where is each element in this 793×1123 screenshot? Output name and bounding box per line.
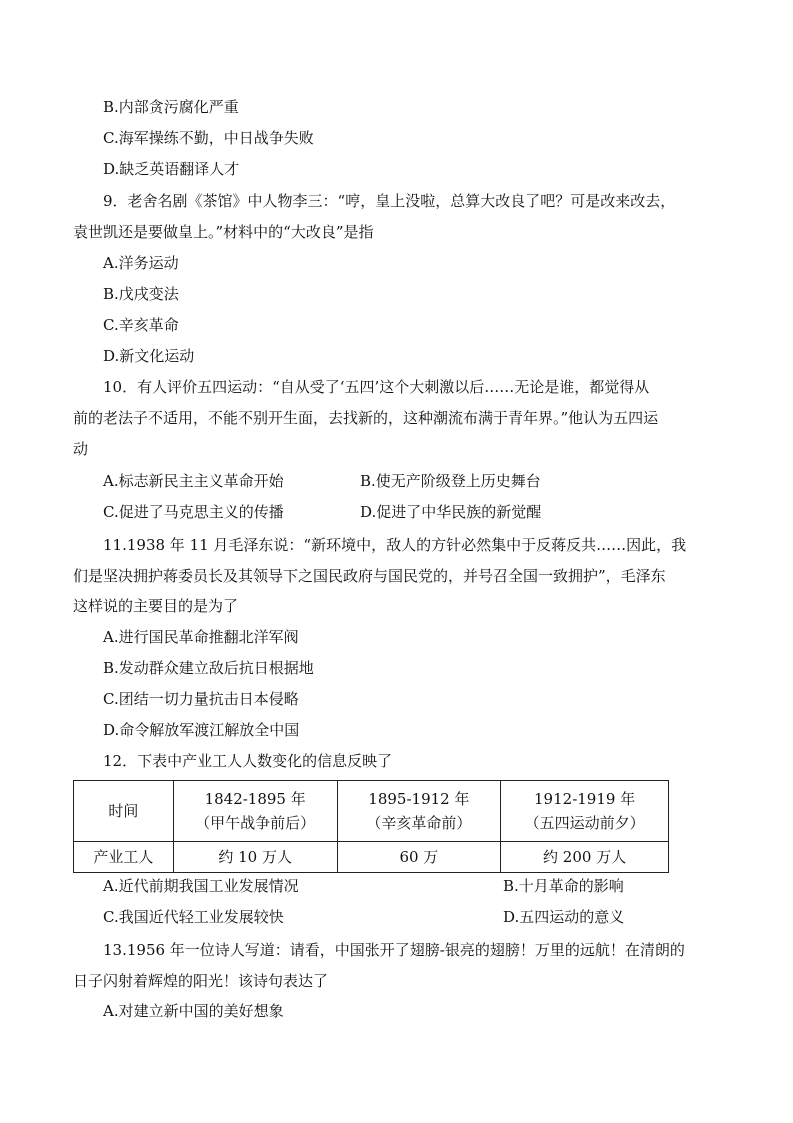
table-value-cell: 约 10 万人 xyxy=(173,842,337,873)
q11-stem-line3: 这样说的主要目的是为了 xyxy=(73,597,239,615)
table-row xyxy=(74,781,669,842)
table-row xyxy=(74,842,669,873)
q12-option-d: D.五四运动的意义 xyxy=(503,908,625,926)
q11-option-a: A.进行国民革命推翻北洋军阀 xyxy=(103,628,299,646)
q9-option-b: B.戊戌变法 xyxy=(103,285,179,303)
period-note: （辛亥革命前） xyxy=(366,814,472,832)
table-value-cell: 60 万 xyxy=(337,842,501,873)
q10-option-c: C.促进了马克思主义的传播 xyxy=(103,503,284,521)
period-years: 1912-1919 年 xyxy=(534,790,636,808)
q12-stem: 12．下表中产业工人人数变化的信息反映了 xyxy=(103,752,393,770)
q12-option-a: A.近代前期我国工业发展情况 xyxy=(103,877,299,895)
q12-option-c: C.我国近代轻工业发展较快 xyxy=(103,908,284,926)
table-period-cell xyxy=(337,781,501,842)
q8-option-d: D.缺乏英语翻译人才 xyxy=(103,160,240,178)
q11-stem-line1: 11.1938 年 11 月毛泽东说：“新环境中，敌人的方针必然集中于反蒋反共……因此，我 xyxy=(103,536,687,554)
q10-stem-line2: 前的老法子不适用，不能不别开生面，去找新的，这种潮流布满于青年界。”他认为五四运 xyxy=(73,409,659,427)
q10-option-b: B.使无产阶级登上历史舞台 xyxy=(360,472,541,490)
q8-option-c: C.海军操练不勤，中日战争失败 xyxy=(103,129,314,147)
q13-stem-line2: 日子闪射着辉煌的阳光！该诗句表达了 xyxy=(73,972,329,990)
period-years: 1842-1895 年 xyxy=(204,790,306,808)
table-row-label: 产业工人 xyxy=(74,842,174,873)
q9-stem-line1: 9．老舍名剧《茶馆》中人物李三：“哼，皇上没啦，总算大改良了吧？可是改来改去， xyxy=(103,192,676,210)
q9-option-a: A.洋务运动 xyxy=(103,254,179,272)
q13-option-a: A.对建立新中国的美好想象 xyxy=(103,1002,284,1020)
q11-option-b: B.发动群众建立敌后抗日根据地 xyxy=(103,659,314,677)
q10-stem-line3: 动 xyxy=(73,440,89,458)
q13-stem-line1: 13.1956 年一位诗人写道：请看，中国张开了翅膀-银亮的翅膀！万里的远航！在清朗的 xyxy=(103,941,685,959)
table-header-label: 时间 xyxy=(74,781,174,842)
q10-option-d: D.促进了中华民族的新觉醒 xyxy=(360,503,542,521)
worker-count-table xyxy=(73,780,669,873)
table-value-cell: 约 200 万人 xyxy=(501,842,669,873)
q11-option-d: D.命令解放军渡江解放全中国 xyxy=(103,721,300,739)
q11-option-c: C.团结一切力量抗击日本侵略 xyxy=(103,690,299,708)
q9-stem-line2: 袁世凯还是要做皇上。”材料中的“大改良”是指 xyxy=(73,223,374,241)
period-note: （甲午战争前后） xyxy=(195,814,316,832)
q10-option-a: A.标志新民主主义革命开始 xyxy=(103,472,284,490)
q9-option-d: D.新文化运动 xyxy=(103,347,195,365)
q9-option-c: C.辛亥革命 xyxy=(103,316,179,334)
q12-option-b: B.十月革命的影响 xyxy=(503,877,624,895)
period-years: 1895-1912 年 xyxy=(368,790,470,808)
table-period-cell xyxy=(501,781,669,842)
q8-option-b: B.内部贪污腐化严重 xyxy=(103,98,239,116)
q10-stem-line1: 10．有人评价五四运动：“自从受了‘五四’这个大刺激以后……无论是谁，都觉得从 xyxy=(103,378,650,396)
period-note: （五四运动前夕） xyxy=(524,814,645,832)
table-period-cell xyxy=(173,781,337,842)
q11-stem-line2: 们是坚决拥护蒋委员长及其领导下之国民政府与国民党的，并号召全国一致拥护”，毛泽东 xyxy=(73,567,666,585)
